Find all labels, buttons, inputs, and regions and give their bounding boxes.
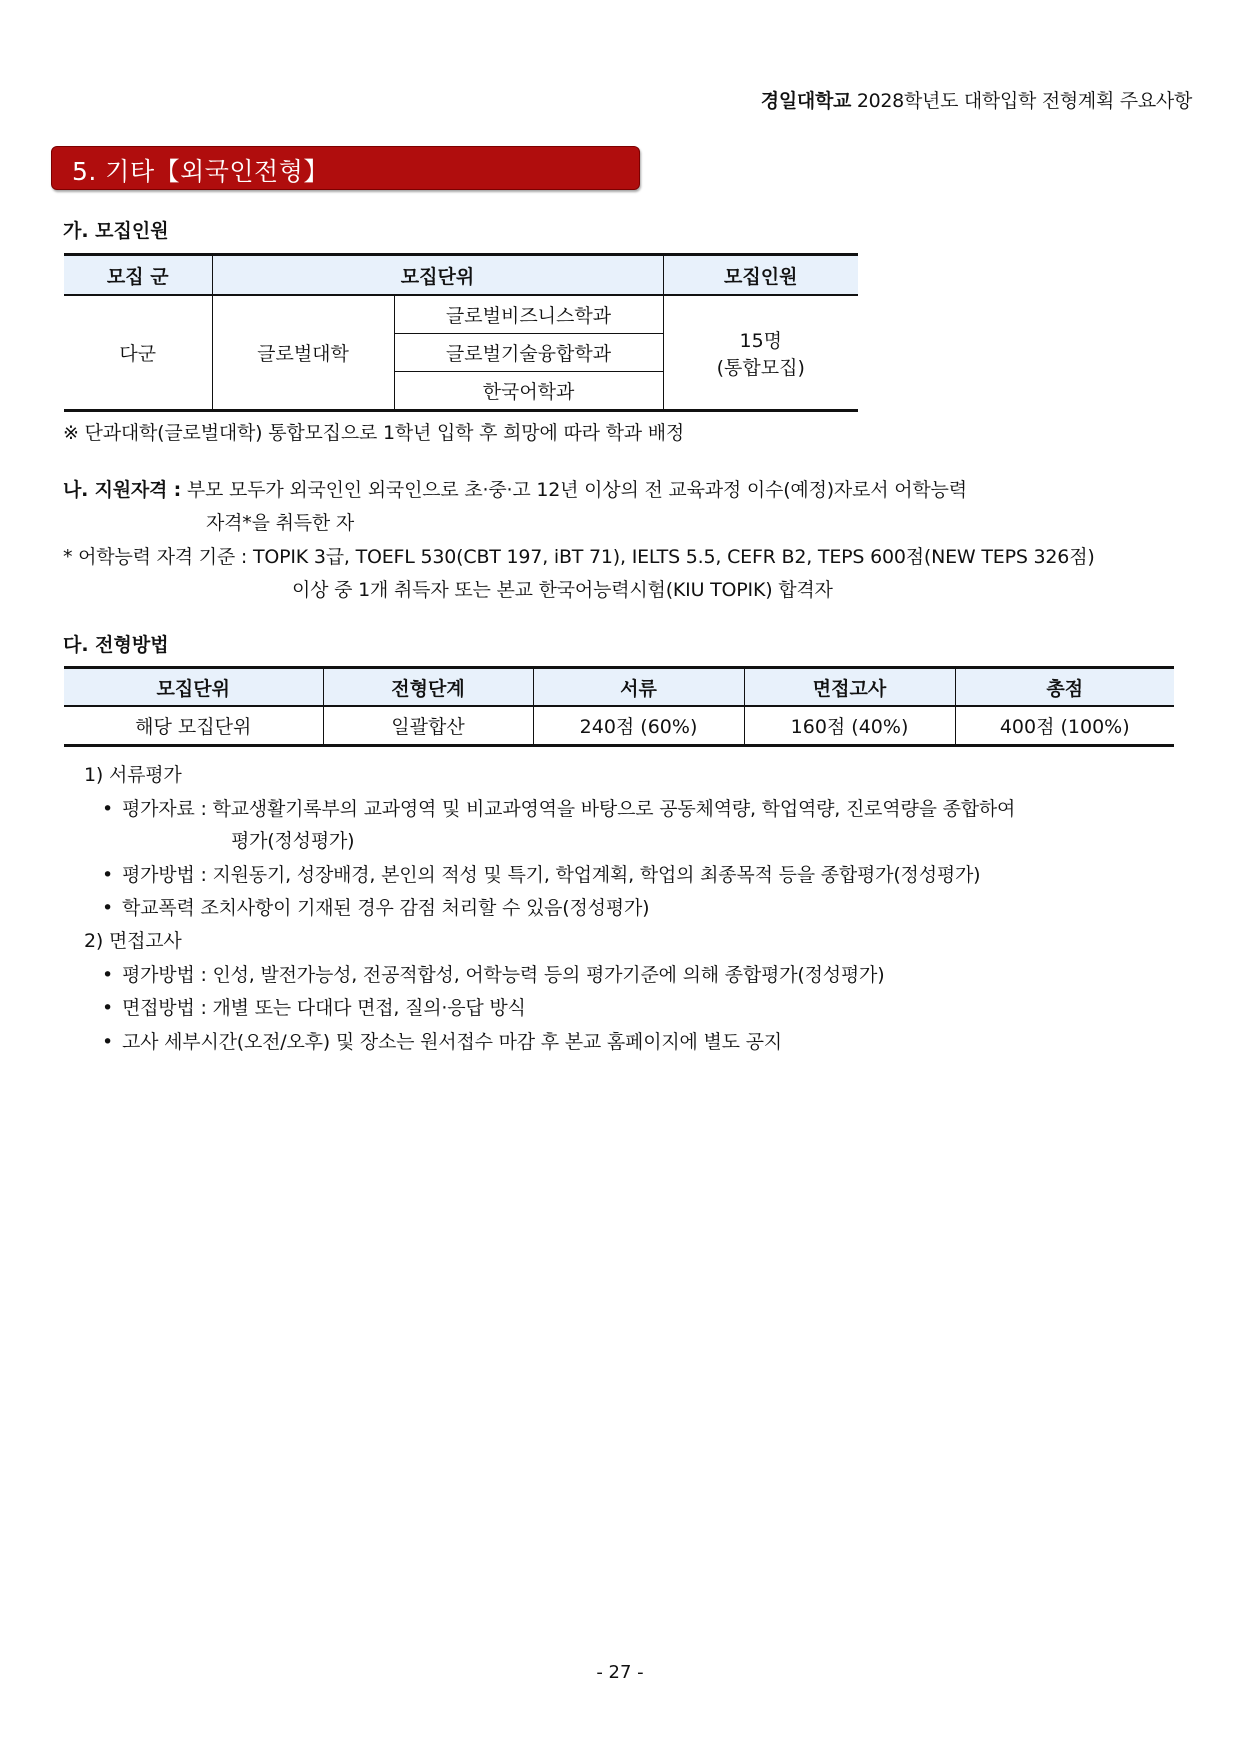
eligibility-line-1 [63, 475, 967, 502]
column-header: 서류 [533, 668, 744, 707]
interview-title: 2) 면접고사 [84, 930, 182, 952]
list-item-text: 평가자료 : 학교생활기록부의 교과영역 및 비교과영역을 바탕으로 공동체역량, 학업역량, 진로역량을 종합하여 [122, 798, 1016, 820]
doc-eval-title: 1) 서류평가 [84, 764, 182, 786]
eligibility-line-2: 자격*을 취득한 자 [206, 512, 355, 534]
list-item-continuation: 평가(정성평가) [231, 830, 355, 852]
list-item [102, 893, 649, 920]
bullet-icon: • [102, 864, 114, 886]
table-row [64, 706, 1174, 746]
school-name: 경일대학교 [760, 90, 852, 112]
column-header: 모집 군 [64, 255, 212, 296]
recruit-table [64, 253, 858, 412]
eligibility-heading: 나. 지원자격 : [63, 479, 182, 501]
list-item-text: 평가방법 : 지원동기, 성장배경, 본인의 적성 및 특기, 학업계획, 학업의 최종목적 등을 종합평가(정성평가) [122, 864, 981, 886]
criteria-text-1: TOPIK 3급, TOEFL 530(CBT 197, iBT 71), IELTS 5.5, CEFR B2, TEPS 600점(NEW TEPS 326점) [252, 546, 1095, 568]
method-table [64, 666, 1174, 747]
column-header: 모집단위 [212, 255, 663, 296]
bullet-icon: • [102, 1031, 114, 1053]
bullet-icon: • [102, 897, 114, 919]
table-cell: 400점 (100%) [955, 706, 1174, 746]
list-item [102, 794, 1015, 821]
count-note: (통합모집) [716, 356, 805, 379]
header-title: 2028학년도 대학입학 전형계획 주요사항 [856, 90, 1192, 112]
eligibility-text-1: 부모 모두가 외국인인 외국인으로 초·중·고 12년 이상의 전 교육과정 이수(예정)자로서 어학능력 [186, 479, 967, 501]
list-item-text: 면접방법 : 개별 또는 다대다 면접, 질의·응답 방식 [122, 997, 526, 1019]
list-item-text: 학교폭력 조치사항이 기재된 경우 감점 처리할 수 있음(정성평가) [122, 897, 650, 919]
column-header: 전형단계 [323, 668, 533, 707]
bullet-icon: • [102, 798, 114, 820]
column-header: 모집단위 [64, 668, 323, 707]
bullet-icon: • [102, 964, 114, 986]
college-cell: 글로벌대학 [212, 295, 394, 411]
criteria-line-2: 이상 중 1개 취득자 또는 본교 한국어능력시험(KIU TOPIK) 합격자 [292, 579, 833, 601]
list-item [102, 860, 980, 887]
list-item-text: 고사 세부시간(오전/오후) 및 장소는 원서접수 마감 후 본교 홈페이지에 별도 공지 [122, 1031, 782, 1053]
table-cell: 해당 모집단위 [64, 706, 323, 746]
table-cell: 일괄합산 [323, 706, 533, 746]
department-cell: 한국어학과 [394, 372, 663, 411]
table-cell: 240점 (60%) [533, 706, 744, 746]
criteria-label: * 어학능력 자격 기준 : [63, 546, 248, 568]
table-header-row [64, 668, 1174, 707]
bullet-icon: • [102, 997, 114, 1019]
group-cell: 다군 [64, 295, 212, 411]
section-title: 5. 기타【외국인전형】 [72, 157, 329, 186]
table-row [64, 295, 858, 334]
page-header [761, 86, 1192, 113]
count-cell [663, 295, 858, 411]
table-header-row [64, 255, 858, 296]
method-heading: 다. 전형방법 [63, 634, 169, 656]
list-item [102, 993, 526, 1020]
list-item [102, 960, 884, 987]
department-cell: 글로벌비즈니스학과 [394, 295, 663, 334]
section-title-bar [51, 146, 640, 190]
count-value: 15명 [739, 329, 783, 352]
table-cell: 160점 (40%) [744, 706, 955, 746]
criteria-line-1 [63, 542, 1095, 569]
list-item [102, 1027, 782, 1054]
column-header: 모집인원 [663, 255, 858, 296]
list-item-text: 평가방법 : 인성, 발전가능성, 전공적합성, 어학능력 등의 평가기준에 의해 종합평가(정성평가) [122, 964, 885, 986]
recruit-heading: 가. 모집인원 [63, 220, 169, 242]
recruit-note: ※ 단과대학(글로벌대학) 통합모집으로 1학년 입학 후 희망에 따라 학과 배정 [63, 422, 685, 444]
column-header: 총점 [955, 668, 1174, 707]
column-header: 면접고사 [744, 668, 955, 707]
page-number: - 27 - [596, 1662, 644, 1683]
department-cell: 글로벌기술융합학과 [394, 334, 663, 372]
